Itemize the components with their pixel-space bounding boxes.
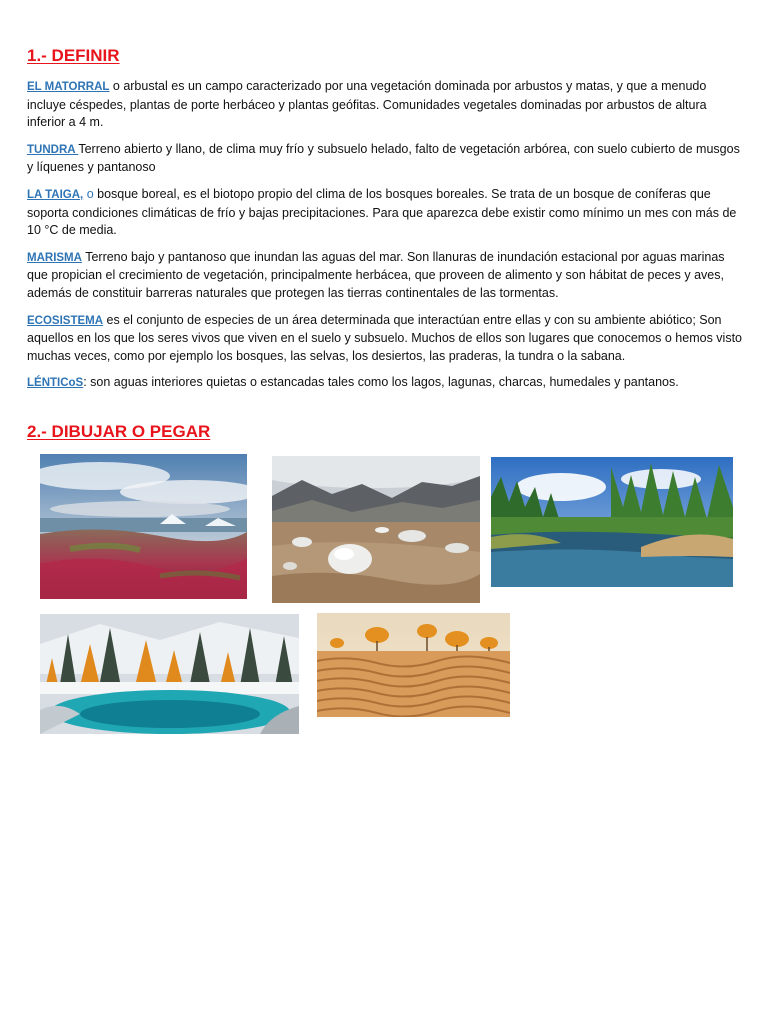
desert-dunes-photo (317, 613, 510, 717)
term-tundra[interactable]: TUNDRA (27, 143, 79, 156)
definition-marisma (27, 249, 743, 303)
definition-text: bosque boreal, es el biotopo propio del clima de los bosques boreales. Se trata de un bosque de coníferas que soporta condiciones climáticas de frío y bajas precipitaciones. Para que aparezca debe existir como mínimo un mes con más de 10 °C de media. (27, 186, 737, 238)
definition-ecosistema (27, 312, 743, 366)
term-matorral[interactable]: EL MATORRAL (27, 81, 110, 93)
tundra-photo (40, 454, 247, 599)
definition-text: : son aguas interiores quietas o estancadas tales como los lagos, lagunas, charcas, humedales y pantanos. (83, 375, 679, 390)
definition-text: es el conjunto de especies de un área determinada que interactúan entre ellas y con su ambiente abiótico; Son aquellos en los que los seres vivos que viven en el suelo y subsuelo. Muchos de ellos son lugares que conocemos o hemos visto muchas veces, como por ejemplo los bosques, las selvas, los desiertos, las praderas, la tundra o la sabana. (27, 312, 742, 363)
term-lenticos[interactable]: LÉNTICoS (27, 377, 84, 390)
term-marisma[interactable]: MARISMA (27, 251, 82, 264)
snowy-lake-photo (40, 614, 299, 734)
definition-connector: o (83, 186, 94, 201)
definition-text: Terreno abierto y llano, de clima muy frío y subsuelo helado, falto de vegetación arbórea, con suelo cubierto de musgos y líquenes y pantanoso (27, 141, 740, 175)
definition-matorral (27, 78, 743, 132)
section-2-heading: 2.- DIBUJAR O PEGAR (27, 422, 211, 441)
section-1-heading: 1.- DEFINIR (27, 46, 120, 65)
definitions-list (27, 78, 743, 402)
definition-lenticos (27, 374, 743, 393)
definition-text: o arbustal es un campo caracterizado por una vegetación dominada por arbustos y matas, y que a menudo incluye céspedes, plantas de porte herbáceo y plantas geófitas. Comunidades vegetales dominadas por arbustos de altura inferior a 4 m. (27, 79, 707, 130)
term-taiga[interactable]: LA TAIGA, (27, 188, 84, 201)
taiga-river-photo (491, 457, 733, 587)
term-ecosistema[interactable]: ECOSISTEMA (27, 314, 104, 327)
definition-text: Terreno bajo y pantanoso que inundan las aguas del mar. Son llanuras de inundación estacional por aguas marinas que propician el crecimiento de vegetación, principalmente herbácea, que proveen de alimento y son hábitat de peces y aves, además de constituir barreras naturales que protegen las tierras continentales de las tormentas. (27, 249, 725, 300)
definition-tundra (27, 141, 743, 177)
definition-taiga (27, 186, 743, 240)
rocky-valley-photo (272, 456, 480, 603)
